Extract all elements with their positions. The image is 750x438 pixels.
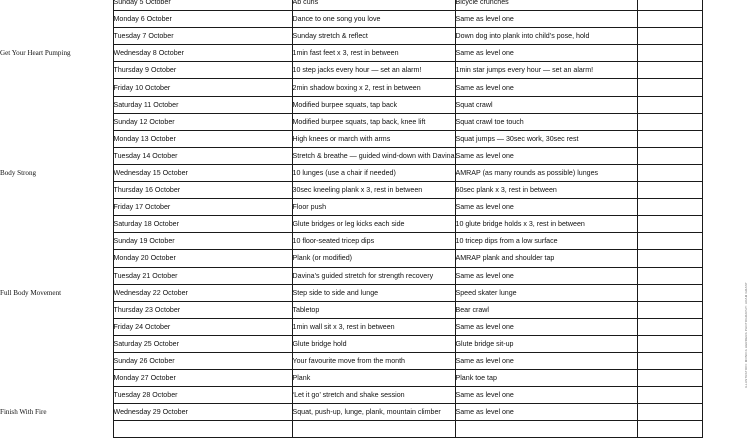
margin-cell — [702, 199, 750, 216]
margin-cell — [702, 421, 750, 438]
section-heading-cell — [0, 28, 113, 45]
section-heading-cell — [0, 182, 113, 199]
date-cell — [113, 421, 292, 438]
section-heading-cell — [0, 352, 113, 369]
date-cell: Monday 6 October — [113, 11, 292, 28]
check-cell — [637, 387, 702, 404]
date-cell: Friday 24 October — [113, 318, 292, 335]
section-heading-cell — [0, 130, 113, 147]
check-cell — [637, 250, 702, 267]
level-one-cell: Tabletop — [292, 301, 455, 318]
check-cell — [637, 45, 702, 62]
level-one-cell: ‘Let it go’ stretch and shake session — [292, 387, 455, 404]
margin-cell — [702, 164, 750, 181]
date-cell: Thursday 9 October — [113, 62, 292, 79]
date-cell: Tuesday 14 October — [113, 147, 292, 164]
check-cell — [637, 182, 702, 199]
level-one-cell: Squat, push-up, lunge, plank, mountain climber — [292, 404, 455, 421]
date-cell: Thursday 23 October — [113, 301, 292, 318]
check-cell — [637, 216, 702, 233]
margin-cell — [702, 147, 750, 164]
date-cell: Wednesday 8 October — [113, 45, 292, 62]
date-cell: Tuesday 7 October — [113, 28, 292, 45]
level-two-cell: Same as level one — [455, 199, 637, 216]
level-two-cell: Same as level one — [455, 267, 637, 284]
section-heading-cell — [0, 233, 113, 250]
level-two-cell: Squat crawl — [455, 96, 637, 113]
schedule-row — [0, 164, 750, 181]
section-heading-cell — [0, 147, 113, 164]
level-two-cell: Speed skater lunge — [455, 284, 637, 301]
date-cell: Sunday 12 October — [113, 113, 292, 130]
level-one-cell: 1min fast feet x 3, rest in between — [292, 45, 455, 62]
schedule-row — [0, 318, 750, 335]
date-cell: Friday 17 October — [113, 199, 292, 216]
check-cell — [637, 147, 702, 164]
photo-credit-text: ILLUSTRATION: MONICA HERRERA PHOTOGRAPHY: ADAM GRANT — [744, 282, 748, 388]
margin-cell — [702, 233, 750, 250]
level-two-cell: AMRAP (as many rounds as possible) lunges — [455, 164, 637, 181]
check-cell — [637, 11, 702, 28]
schedule-row — [0, 113, 750, 130]
photo-credit — [744, 282, 750, 418]
check-cell — [637, 233, 702, 250]
schedule-row — [0, 284, 750, 301]
margin-cell — [702, 250, 750, 267]
margin-cell — [702, 45, 750, 62]
section-heading-cell — [0, 301, 113, 318]
margin-cell — [702, 404, 750, 421]
date-cell: Wednesday 22 October — [113, 284, 292, 301]
schedule-row — [0, 11, 750, 28]
schedule-row — [0, 352, 750, 369]
schedule-row — [0, 267, 750, 284]
level-two-cell: Same as level one — [455, 79, 637, 96]
schedule-row — [0, 45, 750, 62]
margin-cell — [702, 11, 750, 28]
margin-cell — [702, 182, 750, 199]
check-cell — [637, 267, 702, 284]
check-cell — [637, 284, 702, 301]
level-two-cell: Same as level one — [455, 11, 637, 28]
level-two-cell: 10 glute bridge holds x 3, rest in between — [455, 216, 637, 233]
check-cell — [637, 199, 702, 216]
schedule-row — [0, 216, 750, 233]
level-one-cell: Stretch & breathe — guided wind-down with Davina — [292, 147, 455, 164]
level-two-cell: AMRAP plank and shoulder tap — [455, 250, 637, 267]
margin-cell — [702, 267, 750, 284]
section-heading-cell — [0, 250, 113, 267]
level-one-cell: 2min shadow boxing x 2, rest in between — [292, 79, 455, 96]
date-cell: Saturday 18 October — [113, 216, 292, 233]
level-one-cell: Ab curls — [292, 0, 455, 11]
level-one-cell: Dance to one song you love — [292, 11, 455, 28]
date-cell: Saturday 25 October — [113, 335, 292, 352]
check-cell — [637, 79, 702, 96]
margin-cell — [702, 79, 750, 96]
level-two-cell: Squat jumps — 30sec work, 30sec rest — [455, 130, 637, 147]
level-one-cell: 10 step jacks every hour — set an alarm! — [292, 62, 455, 79]
margin-cell — [702, 113, 750, 130]
section-heading-cell — [0, 335, 113, 352]
level-one-cell: Plank — [292, 370, 455, 387]
schedule-row — [0, 28, 750, 45]
date-cell: Sunday 19 October — [113, 233, 292, 250]
section-heading-cell — [0, 387, 113, 404]
schedule-row — [0, 233, 750, 250]
section-heading-cell — [0, 404, 113, 421]
date-cell: Monday 20 October — [113, 250, 292, 267]
check-cell — [637, 113, 702, 130]
date-cell: Saturday 11 October — [113, 96, 292, 113]
margin-cell — [702, 284, 750, 301]
section-heading-cell — [0, 45, 113, 62]
level-two-cell: Same as level one — [455, 387, 637, 404]
check-cell — [637, 0, 702, 11]
schedule-row — [0, 182, 750, 199]
section-heading-cell — [0, 370, 113, 387]
margin-cell — [702, 387, 750, 404]
section-heading-cell — [0, 0, 113, 11]
check-cell — [637, 130, 702, 147]
margin-cell — [702, 352, 750, 369]
section-heading-cell — [0, 113, 113, 130]
schedule-row — [0, 62, 750, 79]
date-cell: Tuesday 21 October — [113, 267, 292, 284]
level-two-cell: Same as level one — [455, 318, 637, 335]
level-one-cell: Sunday stretch & reflect — [292, 28, 455, 45]
schedule-row — [0, 147, 750, 164]
level-two-cell: Same as level one — [455, 352, 637, 369]
level-two-cell: Bear crawl — [455, 301, 637, 318]
level-two-cell: Same as level one — [455, 147, 637, 164]
check-cell — [637, 28, 702, 45]
section-heading-cell — [0, 216, 113, 233]
schedule-row — [0, 370, 750, 387]
level-two-cell: 10 tricep dips from a low surface — [455, 233, 637, 250]
check-cell — [637, 335, 702, 352]
schedule-row — [0, 96, 750, 113]
check-cell — [637, 370, 702, 387]
schedule-row — [0, 301, 750, 318]
section-heading-cell — [0, 62, 113, 79]
level-two-cell: Plank toe tap — [455, 370, 637, 387]
date-cell: Sunday 5 October — [113, 0, 292, 11]
level-one-cell: Davina’s guided stretch for strength recovery — [292, 267, 455, 284]
level-one-cell: Glute bridges or leg kicks each side — [292, 216, 455, 233]
margin-cell — [702, 130, 750, 147]
schedule-row — [0, 0, 750, 11]
schedule-row — [0, 199, 750, 216]
check-cell — [637, 404, 702, 421]
section-heading: Body Strong — [0, 168, 37, 177]
check-cell — [637, 421, 702, 438]
check-cell — [637, 352, 702, 369]
check-cell — [637, 62, 702, 79]
section-heading: Finish With Fire — [0, 408, 47, 417]
level-two-cell: Bicycle crunches — [455, 0, 637, 11]
schedule-row — [0, 130, 750, 147]
level-one-cell: 30sec kneeling plank x 3, rest in between — [292, 182, 455, 199]
section-heading: Full Body Movement — [0, 288, 62, 297]
date-cell: Wednesday 29 October — [113, 404, 292, 421]
level-two-cell: 60sec plank x 3, rest in between — [455, 182, 637, 199]
level-one-cell — [292, 421, 455, 438]
level-two-cell — [455, 421, 637, 438]
level-one-cell: Glute bridge hold — [292, 335, 455, 352]
schedule-row — [0, 335, 750, 352]
level-one-cell: Step side to side and lunge — [292, 284, 455, 301]
margin-cell — [702, 216, 750, 233]
level-one-cell: Modified burpee squats, tap back — [292, 96, 455, 113]
margin-cell — [702, 28, 750, 45]
level-one-cell: High knees or march with arms — [292, 130, 455, 147]
section-heading-cell — [0, 164, 113, 181]
date-cell: Monday 27 October — [113, 370, 292, 387]
level-one-cell: Your favourite move from the month — [292, 352, 455, 369]
section-heading-cell — [0, 421, 113, 438]
level-two-cell: Glute bridge sit-up — [455, 335, 637, 352]
schedule-row — [0, 421, 750, 438]
schedule-row — [0, 404, 750, 421]
level-two-cell: Squat crawl toe touch — [455, 113, 637, 130]
date-cell: Wednesday 15 October — [113, 164, 292, 181]
section-heading-cell — [0, 284, 113, 301]
section-heading-cell — [0, 199, 113, 216]
level-one-cell: Plank (or modified) — [292, 250, 455, 267]
margin-cell — [702, 335, 750, 352]
date-cell: Monday 13 October — [113, 130, 292, 147]
schedule-row — [0, 79, 750, 96]
schedule-row — [0, 250, 750, 267]
section-heading-cell — [0, 267, 113, 284]
section-heading-cell — [0, 318, 113, 335]
margin-cell — [702, 301, 750, 318]
level-one-cell: Modified burpee squats, tap back, knee lift — [292, 113, 455, 130]
schedule-row — [0, 387, 750, 404]
date-cell: Thursday 16 October — [113, 182, 292, 199]
level-two-cell: Down dog into plank into child’s pose, hold — [455, 28, 637, 45]
section-heading-cell — [0, 96, 113, 113]
level-one-cell: 1min wall sit x 3, rest in between — [292, 318, 455, 335]
margin-cell — [702, 62, 750, 79]
section-heading-cell — [0, 79, 113, 96]
level-one-cell: 10 floor-seated tricep dips — [292, 233, 455, 250]
check-cell — [637, 318, 702, 335]
check-cell — [637, 301, 702, 318]
level-two-cell: Same as level one — [455, 45, 637, 62]
level-one-cell: Floor push — [292, 199, 455, 216]
check-cell — [637, 164, 702, 181]
level-two-cell: Same as level one — [455, 404, 637, 421]
date-cell: Friday 10 October — [113, 79, 292, 96]
date-cell: Sunday 26 October — [113, 352, 292, 369]
section-heading-cell — [0, 11, 113, 28]
margin-cell — [702, 96, 750, 113]
margin-cell — [702, 0, 750, 11]
margin-cell — [702, 318, 750, 335]
check-cell — [637, 96, 702, 113]
level-two-cell: 1min star jumps every hour — set an alarm! — [455, 62, 637, 79]
level-one-cell: 10 lunges (use a chair if needed) — [292, 164, 455, 181]
section-heading: Get Your Heart Pumping — [0, 49, 71, 58]
margin-cell — [702, 370, 750, 387]
date-cell: Tuesday 28 October — [113, 387, 292, 404]
